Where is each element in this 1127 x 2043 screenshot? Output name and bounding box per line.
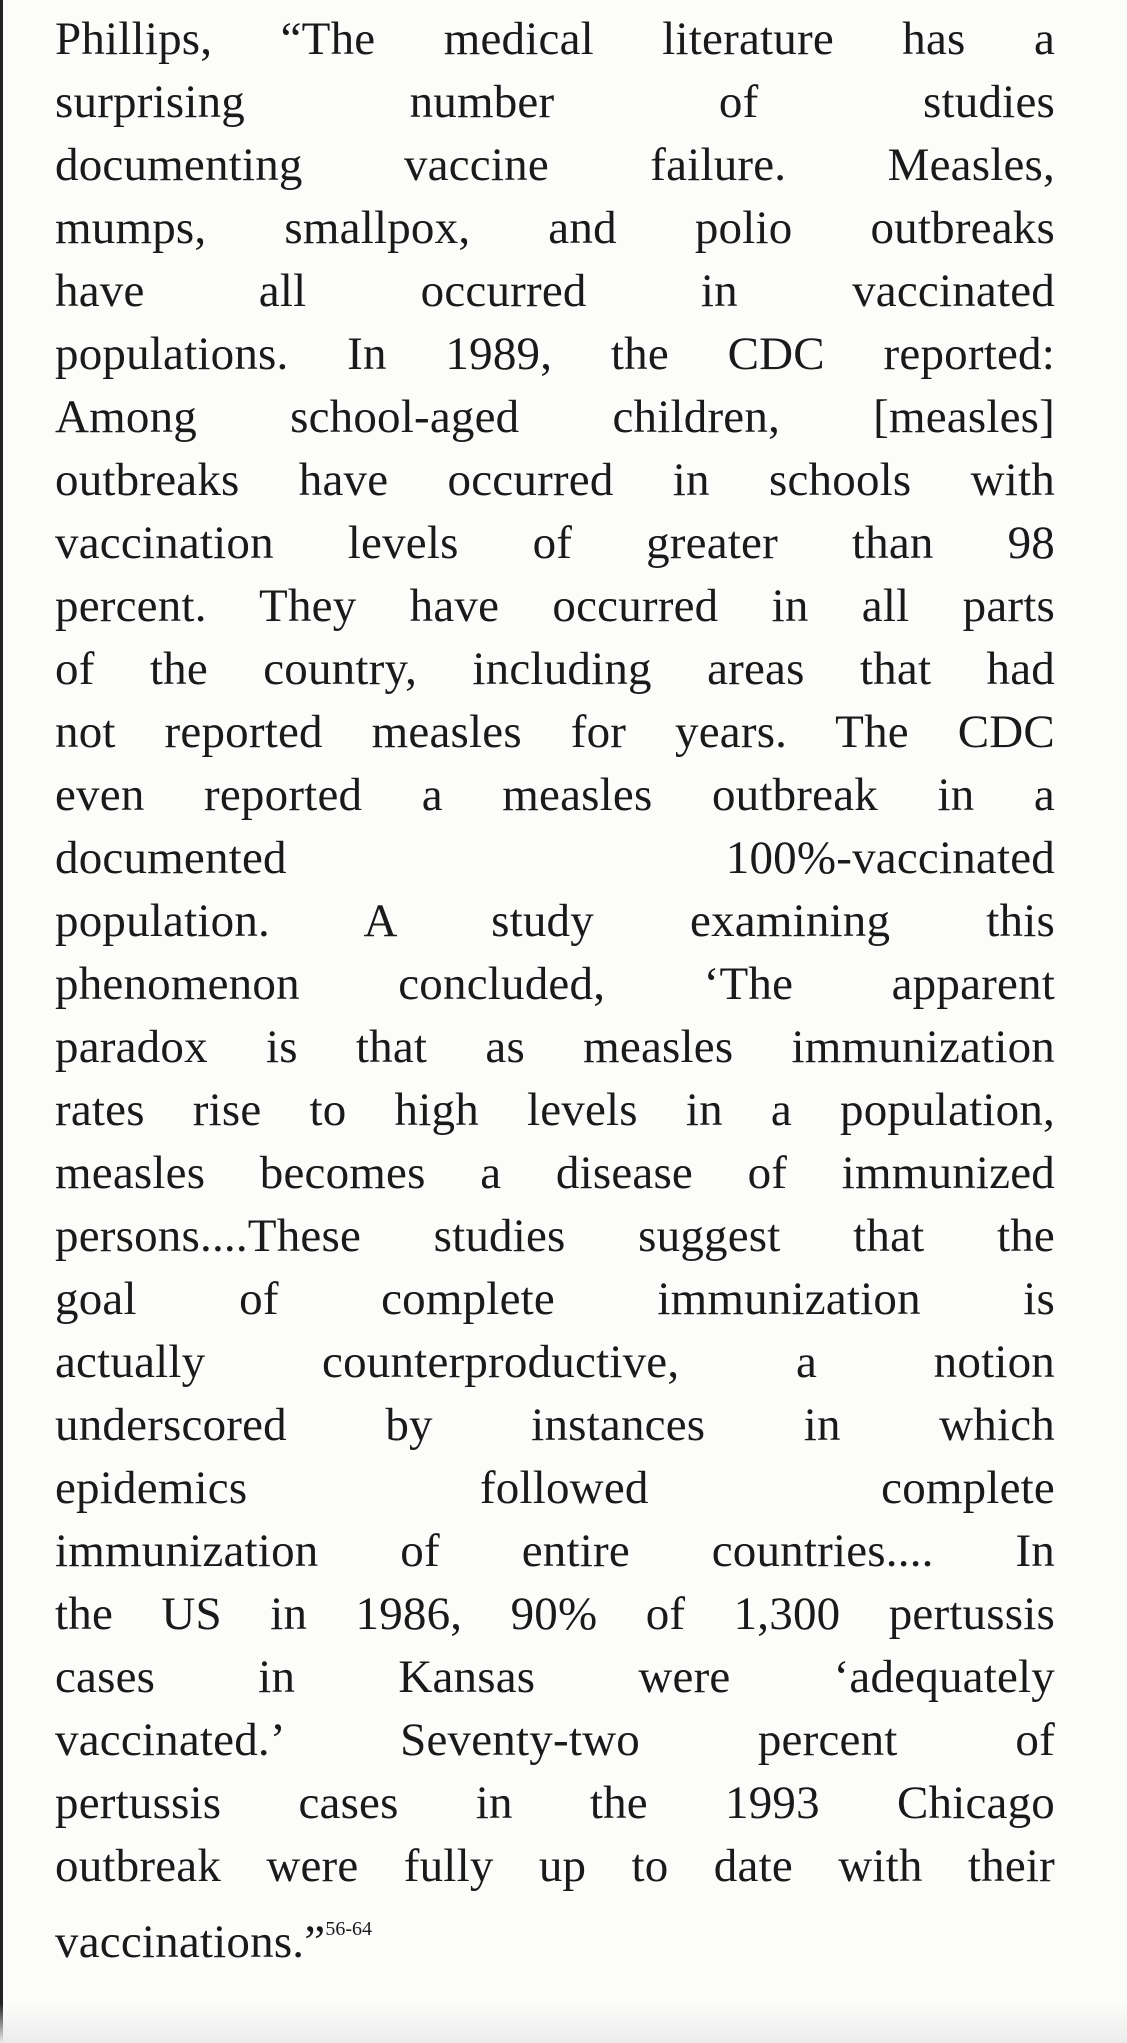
text-line-6: populations. In 1989, the CDC reported: — [55, 328, 1055, 380]
text-line-13: even reported a measles outbreak in a — [55, 769, 1055, 821]
text-line-26: the US in 1986, 90% of 1,300 pertussis — [55, 1588, 1055, 1640]
text-line-7: Among school-aged children, [measles] — [55, 391, 1055, 443]
text-line-4: mumps, smallpox, and polio outbreaks — [55, 202, 1055, 254]
bottom-edge-shading — [0, 2003, 1127, 2043]
text-line-19: measles becomes a disease of immunized — [55, 1147, 1055, 1199]
text-line-3: documenting vaccine failure. Measles, — [55, 139, 1055, 191]
citation-superscript: 56-64 — [325, 1918, 372, 1940]
text-line-21: goal of complete immunization is — [55, 1273, 1055, 1325]
text-line-17: paradox is that as measles immunization — [55, 1021, 1055, 1073]
text-line-16: phenomenon concluded, ‘The apparent — [55, 958, 1055, 1010]
text-line-14: documented 100%-vaccinated — [55, 832, 1055, 884]
left-border-rule — [0, 0, 3, 2043]
text-line-9: vaccination levels of greater than 98 — [55, 517, 1055, 569]
text-line-11: of the country, including areas that had — [55, 643, 1055, 695]
text-line-23: underscored by instances in which — [55, 1399, 1055, 1451]
text-line-31 — [55, 1898, 1055, 1968]
text-line-5: have all occurred in vaccinated — [55, 265, 1055, 317]
text-line-30: outbreak were fully up to date with their — [55, 1840, 1055, 1892]
body-paragraph — [55, 8, 1055, 1968]
text-line-10: percent. They have occurred in all parts — [55, 580, 1055, 632]
text-line-8: outbreaks have occurred in schools with — [55, 454, 1055, 506]
text-line-28: vaccinated.’ Seventy-two percent of — [55, 1714, 1055, 1766]
text-line-18: rates rise to high levels in a population, — [55, 1084, 1055, 1136]
text-line-12: not reported measles for years. The CDC — [55, 706, 1055, 758]
text-line-20: persons....These studies suggest that the — [55, 1210, 1055, 1262]
text-line-29: pertussis cases in the 1993 Chicago — [55, 1777, 1055, 1829]
text-line-22: actually counterproductive, a notion — [55, 1336, 1055, 1388]
final-line-text: vaccinations.” — [55, 1916, 326, 1968]
text-line-25: immunization of entire countries.... In — [55, 1525, 1055, 1577]
text-line-24: epidemics followed complete — [55, 1462, 1055, 1514]
text-line-1: Phillips, “The medical literature has a — [55, 13, 1055, 65]
text-line-27: cases in Kansas were ‘adequately — [55, 1651, 1055, 1703]
text-line-2: surprising number of studies — [55, 76, 1055, 128]
text-line-15: population. A study examining this — [55, 895, 1055, 947]
